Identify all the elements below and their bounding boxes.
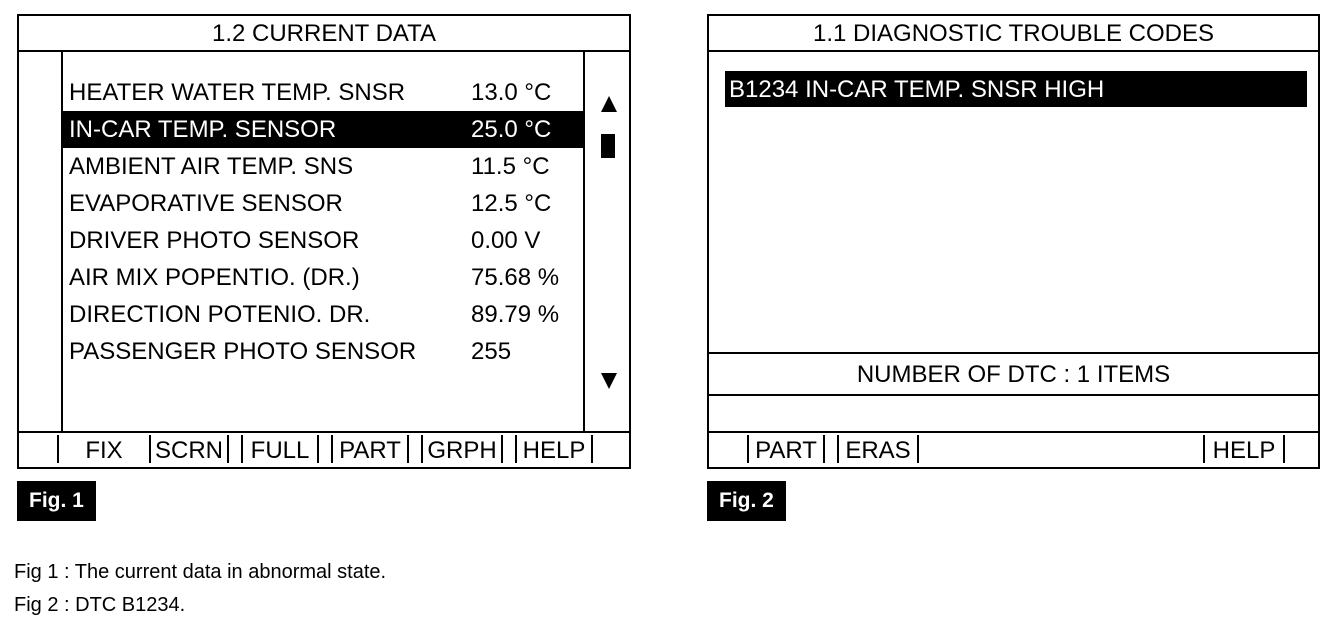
row-label: PASSENGER PHOTO SENSOR <box>69 338 417 365</box>
help-button[interactable]: HELP <box>515 435 593 463</box>
function-key-bar <box>709 431 1318 467</box>
current-data-screen <box>17 14 631 469</box>
row-value: 11.5 °C <box>471 153 550 180</box>
scrn-button[interactable]: SCRN <box>149 435 229 463</box>
dtc-row-selected[interactable]: B1234 IN-CAR TEMP. SNSR HIGH <box>725 71 1307 107</box>
row-label: IN-CAR TEMP. SENSOR <box>69 116 337 143</box>
data-row[interactable] <box>63 259 583 296</box>
part-button[interactable]: PART <box>331 435 409 463</box>
caption: Fig 1 : The current data in abnormal state. <box>14 561 387 583</box>
scrollbar[interactable] <box>583 50 629 433</box>
row-label: DRIVER PHOTO SENSOR <box>69 227 360 254</box>
grph-button[interactable]: GRPH <box>421 435 503 463</box>
screen-title: 1.2 CURRENT DATA <box>19 16 629 52</box>
data-row[interactable] <box>63 296 583 333</box>
row-value: 255 <box>471 338 512 365</box>
data-row[interactable] <box>63 148 583 185</box>
fix-button[interactable]: FIX <box>57 435 151 463</box>
screen-title: 1.1 DIAGNOSTIC TROUBLE CODES <box>709 16 1318 52</box>
figure-label: Fig. 2 <box>707 481 786 521</box>
data-row[interactable] <box>63 222 583 259</box>
data-row[interactable] <box>63 185 583 222</box>
data-row[interactable] <box>63 74 583 111</box>
row-label: EVAPORATIVE SENSOR <box>69 190 343 217</box>
caption: Fig 2 : DTC B1234. <box>14 594 186 616</box>
scroll-up-arrow-icon[interactable] <box>601 96 617 112</box>
data-row[interactable] <box>63 333 583 370</box>
row-value: 89.79 % <box>471 301 560 328</box>
full-button[interactable]: FULL <box>241 435 319 463</box>
eras-button[interactable]: ERAS <box>837 435 919 463</box>
part-button[interactable]: PART <box>747 435 825 463</box>
scroll-down-arrow-icon[interactable] <box>601 373 617 389</box>
scroll-thumb[interactable] <box>601 134 615 158</box>
data-row-selected[interactable] <box>63 111 583 148</box>
row-label: AMBIENT AIR TEMP. SNS <box>69 153 354 180</box>
row-value: 12.5 °C <box>471 190 552 217</box>
left-gutter <box>19 50 63 433</box>
row-value: 0.00 V <box>471 227 541 254</box>
row-value: 13.0 °C <box>471 79 552 106</box>
data-list <box>63 74 583 370</box>
row-label: HEATER WATER TEMP. SNSR <box>69 79 406 106</box>
row-label: DIRECTION POTENIO. DR. <box>69 301 371 328</box>
row-value: 75.68 % <box>471 264 560 291</box>
dtc-count: NUMBER OF DTC : 1 ITEMS <box>709 352 1318 396</box>
help-button[interactable]: HELP <box>1203 435 1285 463</box>
dtc-screen <box>707 14 1320 469</box>
function-key-bar <box>19 431 629 467</box>
figure-label: Fig. 1 <box>17 481 96 521</box>
row-label: AIR MIX POPENTIO. (DR.) <box>69 264 360 291</box>
row-value: 25.0 °C <box>471 116 552 143</box>
